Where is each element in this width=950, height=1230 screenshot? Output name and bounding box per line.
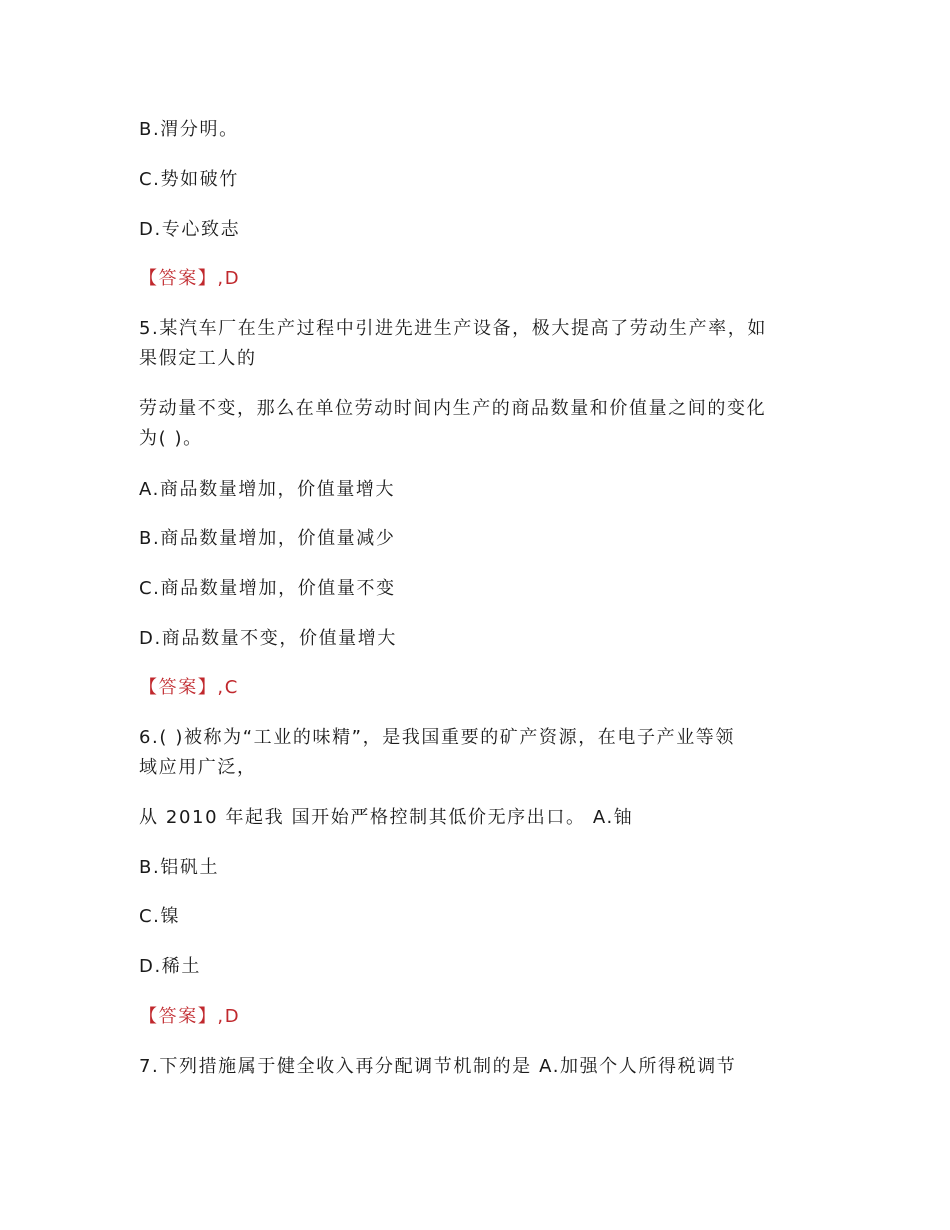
- question-5-line-2: 果假定工人的: [139, 348, 257, 369]
- option-d-q5: D.商品数量不变，价值量增大: [139, 628, 397, 649]
- option-d-q4: D.专心致志: [139, 219, 241, 240]
- answer-q6: 【答案】,D: [139, 1006, 241, 1027]
- answer-q5: 【答案】,C: [139, 677, 239, 698]
- question-6-line-2: 域应用广泛，: [139, 757, 257, 778]
- question-5-line-3: 劳动量不变，那么在单位劳动时间内生产的商品数量和价值量之间的变化: [139, 398, 767, 419]
- question-5-line-4: 为( )。: [139, 428, 203, 449]
- option-c-q5: C.商品数量增加，价值量不变: [139, 578, 396, 599]
- option-c-q6: C.镍: [139, 906, 181, 927]
- option-b-q4: B.渭分明。: [139, 119, 239, 140]
- answer-q4: 【答案】,D: [139, 268, 241, 289]
- option-b-q6: B.铝矾土: [139, 857, 220, 878]
- option-c-q4: C.势如破竹: [139, 169, 239, 190]
- option-d-q6: D.稀土: [139, 956, 201, 977]
- question-6-line-3: 从 2010 年起我 国开始严格控制其低价无序出口。 A.铀: [139, 807, 634, 828]
- question-7-line-1: 7.下列措施属于健全收入再分配调节机制的是 A.加强个人所得税调节: [139, 1056, 737, 1077]
- question-5-line-1: 5.某汽车厂在生产过程中引进先进生产设备，极大提高了劳动生产率，如: [139, 318, 767, 339]
- option-a-q5: A.商品数量增加，价值量增大: [139, 479, 396, 500]
- option-b-q5: B.商品数量增加，价值量减少: [139, 528, 396, 549]
- question-6-line-1: 6.( )被称为“工业的味精”，是我国重要的矿产资源，在电子产业等领: [139, 727, 735, 748]
